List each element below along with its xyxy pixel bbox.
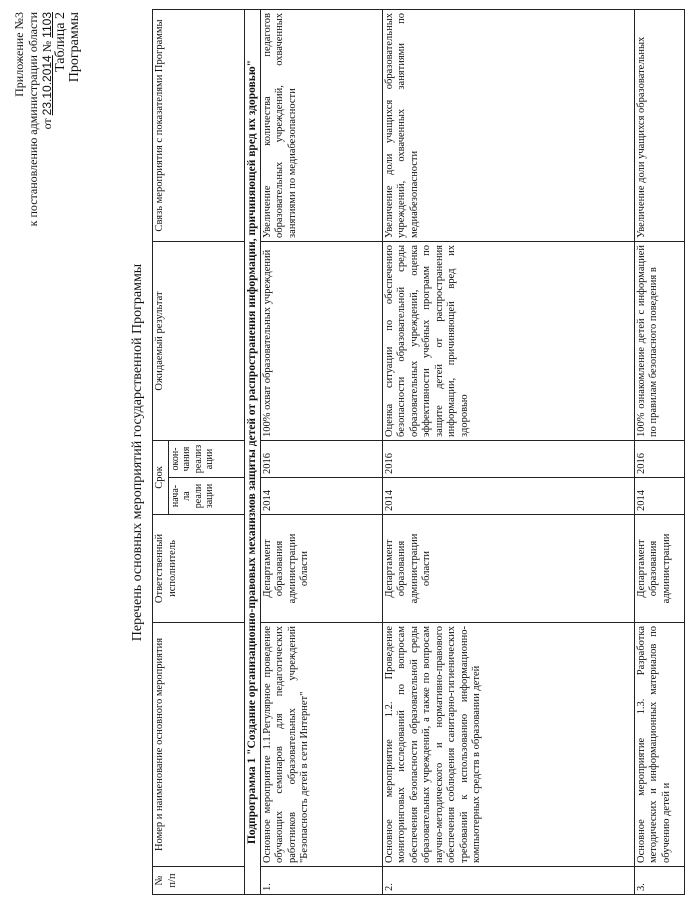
measures-table xyxy=(152,9,685,895)
row-link: Увеличение доли учащихся образовательных учреждений, охваченных занятиями по медиабезопасности xyxy=(382,9,634,241)
subprogram-row xyxy=(244,9,260,894)
document-header xyxy=(12,12,82,372)
page-title: Перечень основных мероприятий государственной Программы xyxy=(130,263,145,642)
row-num: 1. xyxy=(260,867,382,895)
appendix-label: Приложение №3 xyxy=(12,12,26,97)
col-name-header: Номер и наименование основного мероприятия xyxy=(153,623,245,867)
row-measure: Основное мероприятие 1.2. Проведение мониторинговых исследований по вопросам обеспечения безопасности образовательной среды образовательных учреждений, а также по вопросам научно-методического и нормативно-правового обеспечения соблюдения санитарно-гигиенических требований к использованию информационно-компьютерных средств в образовании детей xyxy=(382,623,634,867)
row-result: 100% ознакомление детей с информацией по правилам безопасного поведения в xyxy=(634,241,684,440)
row-executor: Департамент образования администрации xyxy=(634,515,684,623)
table-label: Таблица 2 xyxy=(53,12,68,72)
resolution-number: 1103 xyxy=(40,12,54,38)
table-row xyxy=(634,9,684,894)
resolution-date-line: от 23.10.2014 № 1103 xyxy=(40,12,54,130)
col-num-header: № п/п xyxy=(153,867,245,895)
row-link: Увеличение доли учащихся образовательных xyxy=(634,9,684,241)
col-result-header: Ожидаемый результат xyxy=(153,241,245,440)
row-start: 2014 xyxy=(260,478,382,515)
col-term-header: Срок xyxy=(153,440,169,514)
row-end: 2016 xyxy=(382,440,634,477)
row-executor: Департамент образования администрации области xyxy=(260,515,382,623)
row-result: Оценка ситуации по обеспечению безопасности образовательной среды образовательных учреждений, оценка эффективности учебных программ по защите детей от распространения информации, причиняющей вред их здоровью xyxy=(382,241,634,440)
col-end-header: окон-чания реализ ации xyxy=(168,440,244,477)
row-link: Увеличение количества педагогов образовательных учреждений, охваченных занятиями по медиабезопасности xyxy=(260,9,382,241)
col-start-header: нача-ла реали зации xyxy=(168,478,244,515)
row-num: 3. xyxy=(634,867,684,895)
row-start: 2014 xyxy=(382,478,634,515)
row-executor: Департамент образования администрации области xyxy=(382,515,634,623)
row-result: 100% охват образовательных учреждений xyxy=(260,241,382,440)
row-end: 2016 xyxy=(260,440,382,477)
col-executor-header: Ответственный исполнитель xyxy=(153,515,245,623)
resolution-date: 23.10.2014 xyxy=(40,55,54,116)
table-row xyxy=(382,9,634,894)
row-end: 2016 xyxy=(634,440,684,477)
program-label: Программы xyxy=(67,12,82,83)
resolution-label: к постановлению администрации области xyxy=(26,12,40,227)
row-measure: Основное мероприятие 1.3. Разработка методических и информационных материалов по обучению детей и xyxy=(634,623,684,867)
row-measure: Основное мероприятие 1.1.Регулярное проведение обучающих семинаров для педагогических работников образовательных учреждений "Безопасность детей в сети Интернет" xyxy=(260,623,382,867)
subprogram-title: Подпрограмма 1 "Создание организационно-правовых механизмов защиты детей от распространения информации, причиняющей вред их здоровью" xyxy=(244,9,260,894)
row-start: 2014 xyxy=(634,478,684,515)
row-num: 2. xyxy=(382,867,634,895)
col-link-header: Связь мероприятия с показателями Программы xyxy=(153,9,245,241)
table-row xyxy=(260,9,382,894)
table-header-row xyxy=(153,9,169,894)
